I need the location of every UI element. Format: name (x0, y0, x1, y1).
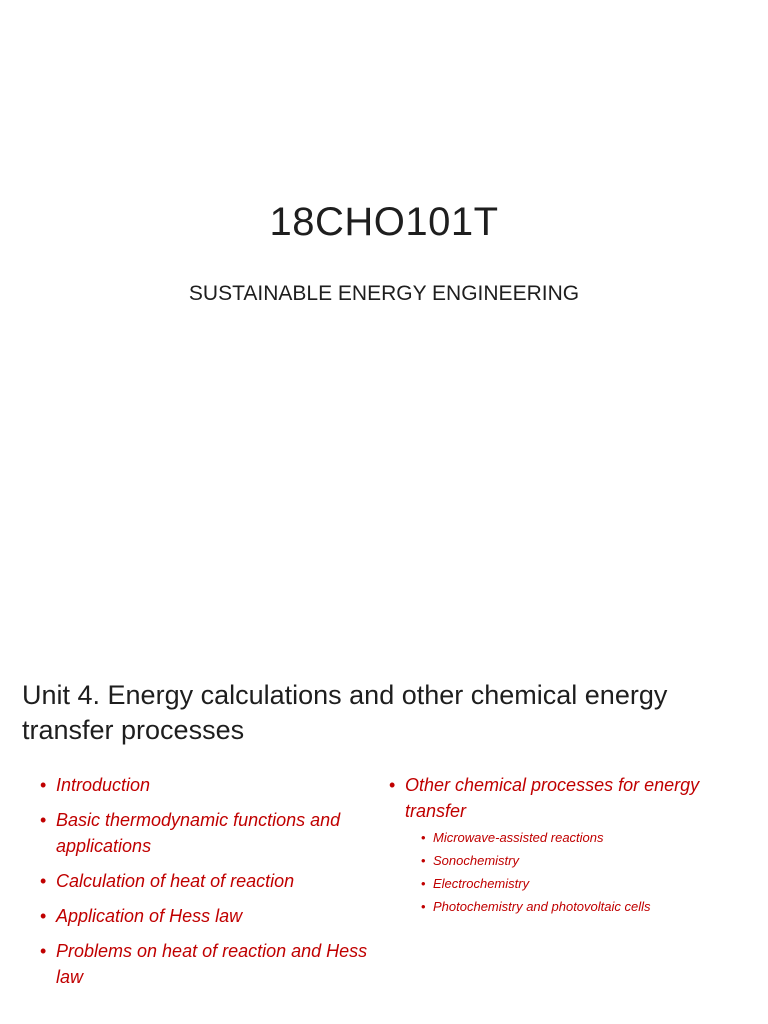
subtopic-item: • Photochemistry and photovoltaic cells (421, 895, 749, 918)
subtopic-list (405, 826, 749, 918)
topic-item-other-processes (389, 772, 749, 918)
topic-item: • Basic thermodynamic functions and applications (40, 807, 380, 859)
subtopic-item: • Microwave-assisted reactions (421, 826, 749, 849)
course-code: 18CHO101T (269, 200, 499, 244)
subtopic-item: • Sonochemistry (421, 849, 749, 872)
course-name: SUSTAINABLE ENERGY ENGINEERING (188, 282, 580, 305)
topic-item: • Problems on heat of reaction and Hess law (40, 938, 380, 990)
topic-list-left (40, 772, 380, 999)
topic-list-right (389, 772, 749, 927)
subtopic-item: • Electrochemistry (421, 872, 749, 895)
unit-heading: Unit 4. Energy calculations and other chemical energy transfer processes (22, 680, 668, 745)
topic-item-label: Other chemical processes for energy transfer (405, 775, 700, 821)
topic-item: • Calculation of heat of reaction (40, 868, 380, 894)
unit-slide (0, 640, 768, 1024)
topic-item: • Application of Hess law (40, 903, 380, 929)
topic-item: • Introduction (40, 772, 380, 798)
